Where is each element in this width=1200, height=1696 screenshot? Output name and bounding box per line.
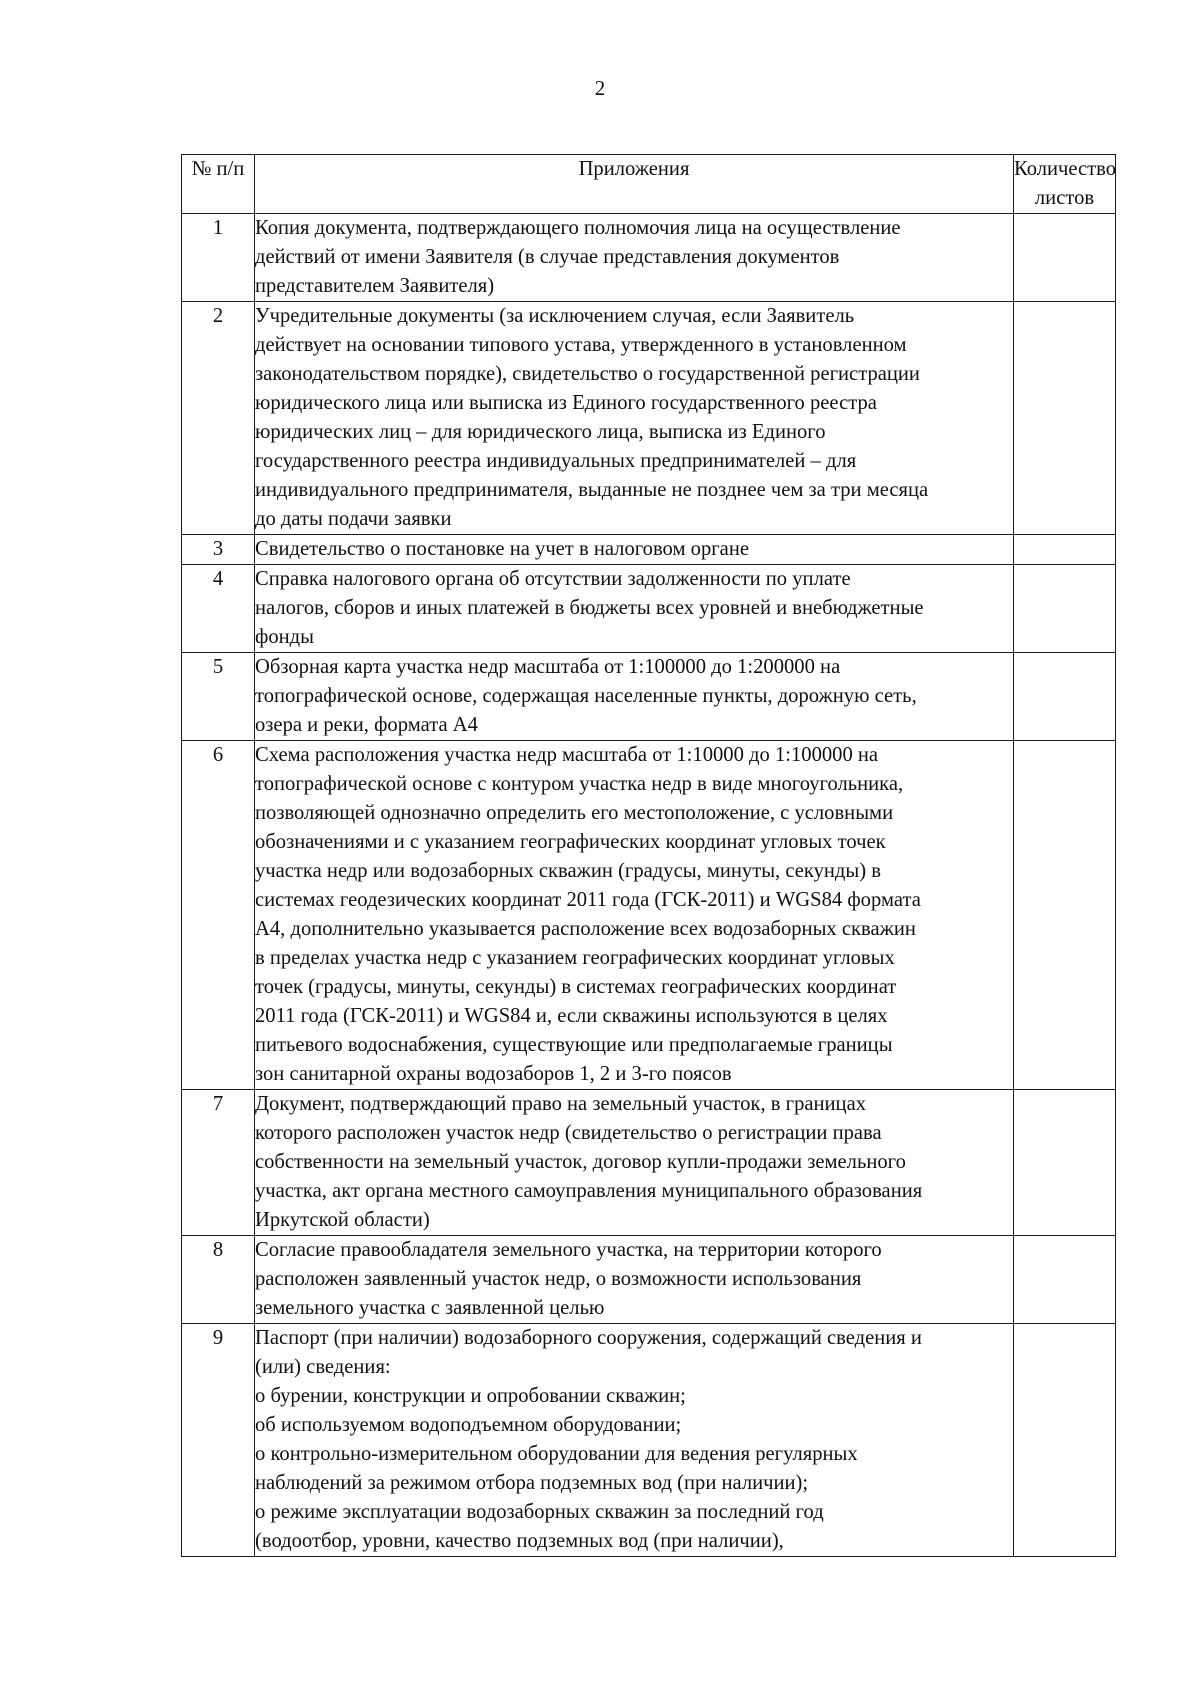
row-description-line: о контрольно-измерительном оборудовании для ведения регулярных [255, 1443, 858, 1465]
row-description-line: участка недр или водозаборных скважин (градусы, минуты, секунды) в [255, 860, 881, 882]
row-description-line: питьевого водоснабжения, существующие или предполагаемые границы [255, 1034, 893, 1056]
row-description-line: Согласие правообладателя земельного участка, на территории которого [255, 1239, 882, 1261]
row-description-line: представителем Заявителя) [255, 275, 495, 297]
header-number: № п/п [182, 155, 255, 214]
row-number: 7 [182, 1090, 255, 1236]
row-description-line: которого расположен участок недр (свидетельство о регистрации права [255, 1122, 882, 1144]
row-description-line: об используемом водоподъемном оборудовании; [255, 1414, 682, 1436]
row-description-line: юридических лиц – для юридического лица, выписка из Единого [255, 421, 826, 443]
row-number: 3 [182, 535, 255, 565]
table-header-row [182, 155, 1116, 214]
row-description-line: о режиме эксплуатации водозаборных скважин за последний год [255, 1501, 824, 1523]
table-row [182, 535, 1116, 565]
row-number: 2 [182, 302, 255, 535]
table-row [182, 1324, 1116, 1557]
row-number: 1 [182, 214, 255, 302]
row-description-line: обозначениями и с указанием географических координат угловых точек [255, 831, 886, 853]
row-description-line: Обзорная карта участка недр масштаба от 1:100000 до 1:200000 на [255, 656, 841, 678]
attachments-table [181, 154, 1116, 1557]
row-description-line: налогов, сборов и иных платежей в бюджеты всех уровней и внебюджетные [255, 597, 924, 619]
page-number: 2 [594, 76, 606, 100]
header-count [1014, 155, 1116, 214]
row-description-line: действий от имени Заявителя (в случае представления документов [255, 246, 840, 268]
row-description-line: расположен заявленный участок недр, о возможности использования [255, 1268, 862, 1290]
row-number: 4 [182, 565, 255, 653]
header-count-line2: листов [1034, 187, 1095, 209]
row-description-line: юридического лица или выписка из Единого государственного реестра [255, 392, 877, 414]
row-description-line: наблюдений за режимом отбора подземных вод (при наличии); [255, 1472, 809, 1494]
row-description [255, 302, 1014, 535]
row-description-line: (или) сведения: [255, 1356, 391, 1378]
table-row [182, 302, 1116, 535]
row-sheet-count [1014, 214, 1116, 302]
row-sheet-count [1014, 535, 1116, 565]
table-row [182, 1236, 1116, 1324]
row-description-line: озера и реки, формата А4 [255, 714, 478, 736]
header-count-line1: Количество [1014, 158, 1117, 180]
row-number: 8 [182, 1236, 255, 1324]
row-description-line: зон санитарной охраны водозаборов 1, 2 и 3-го поясов [255, 1063, 732, 1085]
row-description-line: Свидетельство о постановке на учет в налоговом органе [255, 538, 749, 560]
table-row [182, 653, 1116, 741]
row-number: 6 [182, 741, 255, 1090]
row-description-line: точек (градусы, минуты, секунды) в системах географических координат [255, 976, 897, 998]
row-description-line: действует на основании типового устава, утвержденного в установленном [255, 334, 907, 356]
row-description-line: топографической основе, содержащая населенные пункты, дорожную сеть, [255, 685, 917, 707]
row-description [255, 653, 1014, 741]
row-description-line: Схема расположения участка недр масштаба от 1:10000 до 1:100000 на [255, 744, 879, 766]
table-row [182, 214, 1116, 302]
row-description-line: земельного участка с заявленной целью [255, 1297, 605, 1319]
row-description [255, 741, 1014, 1090]
row-description-line: законодательством порядке), свидетельство о государственной регистрации [255, 363, 920, 385]
row-description-line: государственного реестра индивидуальных предпринимателей – для [255, 450, 857, 472]
row-description-line: индивидуального предпринимателя, выданные не позднее чем за три месяца [255, 479, 929, 501]
row-description-line: Справка налогового органа об отсутствии задолженности по уплате [255, 568, 851, 590]
row-sheet-count [1014, 1236, 1116, 1324]
row-description [255, 1090, 1014, 1236]
row-description-line: (водоотбор, уровни, качество подземных вод (при наличии), [255, 1530, 784, 1552]
row-description-line: до даты подачи заявки [255, 508, 452, 530]
table-row [182, 741, 1116, 1090]
row-description-line: собственности на земельный участок, договор купли-продажи земельного [255, 1151, 906, 1173]
row-description [255, 1324, 1014, 1557]
row-description [255, 214, 1014, 302]
table-row [182, 1090, 1116, 1236]
row-sheet-count [1014, 565, 1116, 653]
row-description-line: о бурении, конструкции и опробовании скважин; [255, 1385, 686, 1407]
row-description [255, 535, 1014, 565]
row-sheet-count [1014, 1324, 1116, 1557]
row-description-line: в пределах участка недр с указанием географических координат угловых [255, 947, 895, 969]
row-description-line: Паспорт (при наличии) водозаборного сооружения, содержащий сведения и [255, 1327, 922, 1349]
row-sheet-count [1014, 1090, 1116, 1236]
row-description-line: Документ, подтверждающий право на земельный участок, в границах [255, 1093, 867, 1115]
row-description [255, 565, 1014, 653]
row-description-line: фонды [255, 626, 314, 648]
row-description-line: топографической основе с контуром участка недр в виде многоугольника, [255, 773, 904, 795]
header-title: Приложения [255, 155, 1014, 214]
row-description [255, 1236, 1014, 1324]
row-description-line: Учредительные документы (за исключением случая, если Заявитель [255, 305, 855, 327]
row-sheet-count [1014, 302, 1116, 535]
row-description-line: 2011 года (ГСК-2011) и WGS84 и, если скважины используются в целях [255, 1005, 888, 1027]
row-description-line: участка, акт органа местного самоуправления муниципального образования [255, 1180, 923, 1202]
row-description-line: А4, дополнительно указывается расположение всех водозаборных скважин [255, 918, 916, 940]
row-description-line: позволяющей однозначно определить его местоположение, с условными [255, 802, 894, 824]
row-sheet-count [1014, 741, 1116, 1090]
row-description-line: Копия документа, подтверждающего полномочия лица на осуществление [255, 217, 901, 239]
row-number: 5 [182, 653, 255, 741]
row-description-line: системах геодезических координат 2011 года (ГСК-2011) и WGS84 формата [255, 889, 921, 911]
row-description-line: Иркутской области) [255, 1209, 430, 1231]
row-number: 9 [182, 1324, 255, 1557]
table-row [182, 565, 1116, 653]
row-sheet-count [1014, 653, 1116, 741]
